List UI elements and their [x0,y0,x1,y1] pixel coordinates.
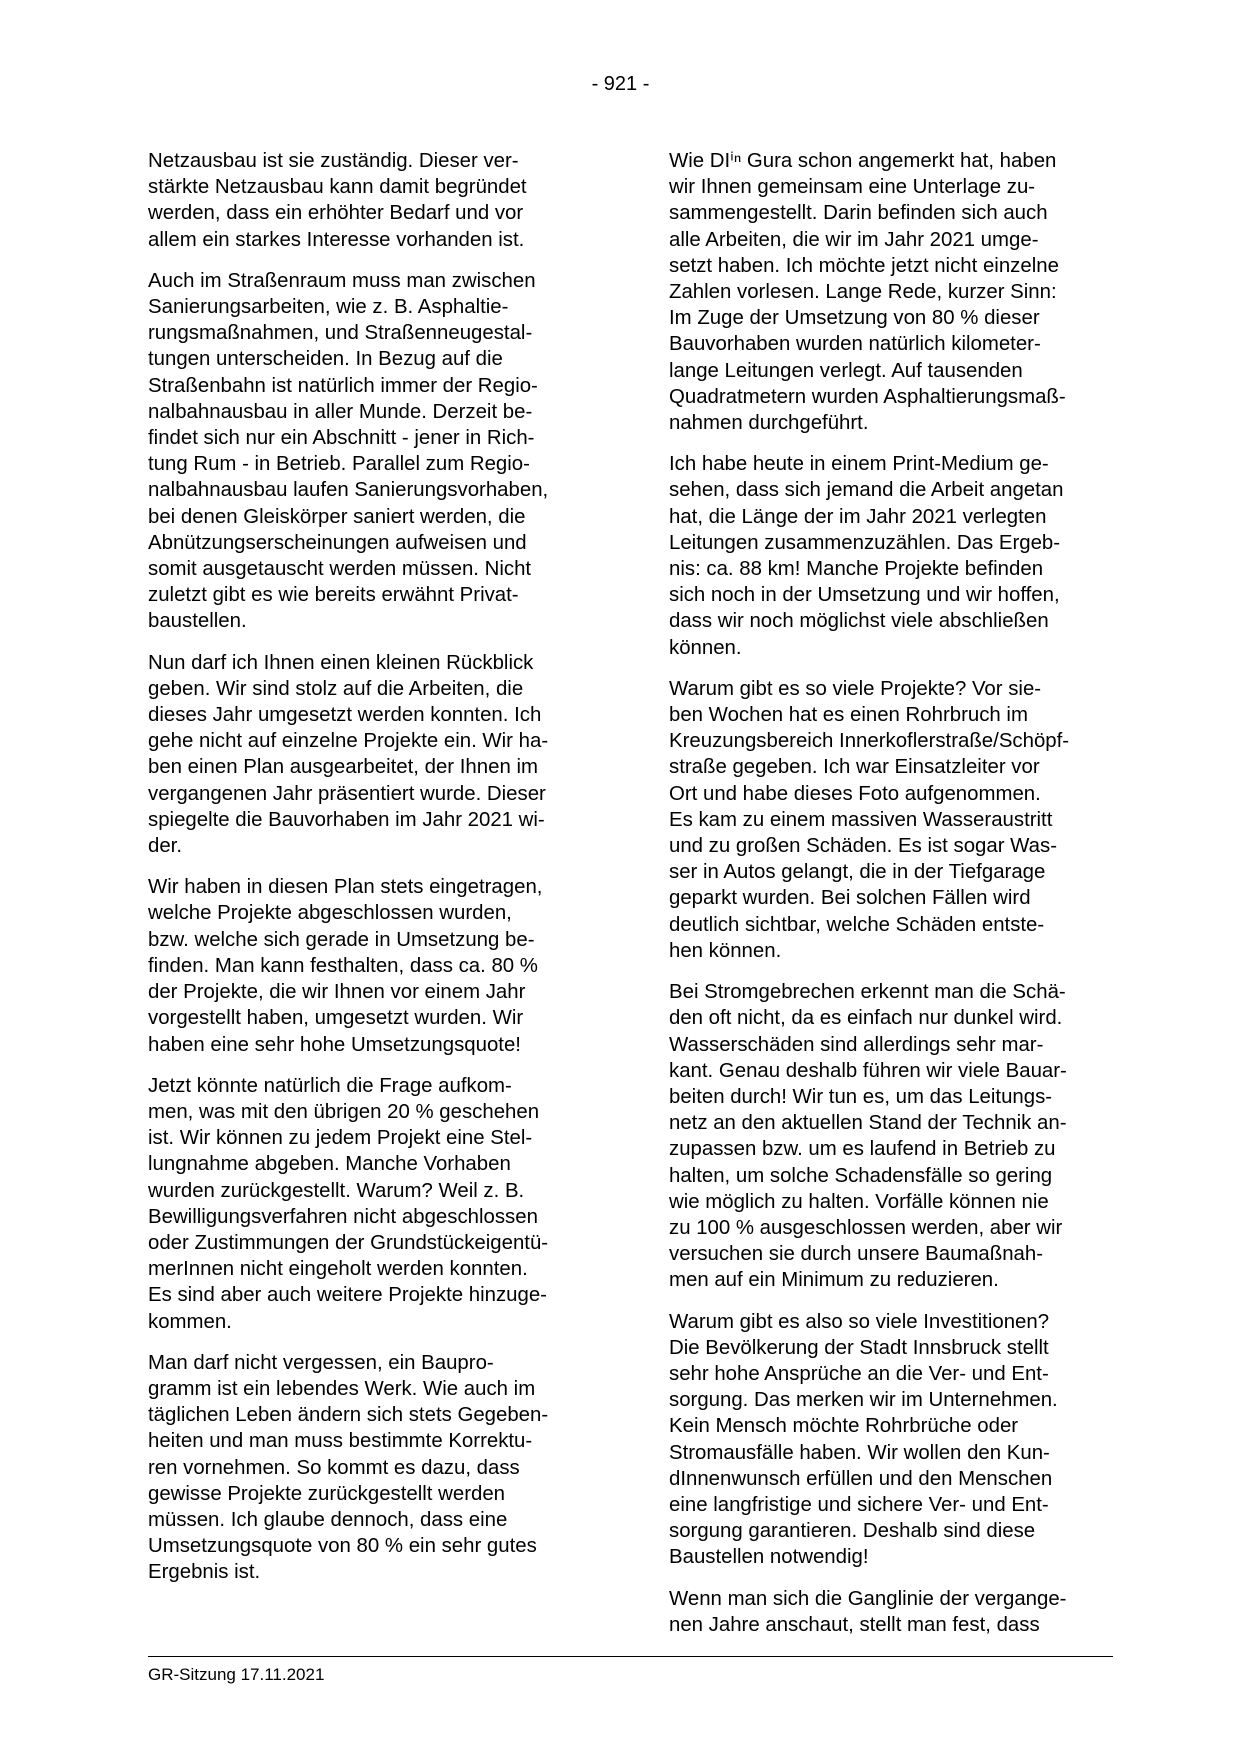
text-line: Die Bevölkerung der Stadt Innsbruck stellt [669,1336,1049,1359]
text-line: ben einen Plan ausgearbeitet, der Ihnen im [148,756,538,779]
text-line: ist. Wir können zu jedem Projekt eine Stel- [148,1127,533,1150]
text-line: eine langfristige und sichere Ver- und Ent- [669,1493,1049,1516]
text-line: findet sich nur ein Abschnitt - jener in Rich- [148,427,535,450]
text-line: vorgestellt haben, umgesetzt wurden. Wir [148,1007,524,1030]
text-line: Wasserschäden sind allerdings sehr mar- [669,1033,1044,1056]
text-line: Abnützungserscheinungen aufweisen und [148,531,527,554]
text-line: können. [669,636,742,659]
paragraph [148,650,592,860]
text-line: haben eine sehr hohe Umsetzungsquote! [148,1033,521,1056]
text-line: netz an den aktuellen Stand der Technik an- [669,1112,1067,1135]
text-line: tung Rum - in Betrieb. Parallel zum Regio- [148,453,530,476]
text-line: dieses Jahr umgesetzt werden konnten. Ich [148,704,542,727]
text-line: müssen. Ich glaube dennoch, dass eine [148,1508,508,1531]
text-line: Kreuzungsbereich Innerkoflerstraße/Schöpf- [669,730,1070,753]
text-line: sorgung. Das merken wir im Unternehmen. [669,1389,1058,1412]
text-line: ren vornehmen. So kommt es dazu, dass [148,1456,520,1479]
text-line: sich noch in der Umsetzung und wir hoffen, [669,584,1060,607]
text-line: Netzausbau ist sie zuständig. Dieser ver- [148,150,519,172]
text-line: hen können. [669,939,782,962]
text-line: Es sind aber auch weitere Projekte hinzuge- [148,1284,547,1307]
paragraph [148,1350,592,1586]
text-line: allem ein starkes Interesse vorhanden ist. [148,228,525,251]
text-line: wir Ihnen gemeinsam eine Unterlage zu- [669,176,1036,199]
paragraph [148,148,592,253]
text-line: zuletzt gibt es wie bereits erwähnt Privat- [148,584,519,607]
text-line: Baustellen notwendig! [669,1546,869,1569]
text-line: bei denen Gleiskörper saniert werden, die [148,505,526,528]
text-line: Wie DIⁱⁿ Gura schon angemerkt hat, haben [669,150,1057,172]
text-line: Straßenbahn ist natürlich immer der Regio- [148,374,538,397]
text-line: somit ausgetauscht werden müssen. Nicht [148,558,532,581]
text-line: Bauvorhaben wurden natürlich kilometer- [669,333,1041,356]
text-line: oder Zustimmungen der Grundstückeigentü- [148,1231,549,1254]
text-line: finden. Man kann festhalten, dass ca. 80 % [148,954,538,977]
text-line: lungnahme abgeben. Manche Vorhaben [148,1153,511,1176]
text-line: stärkte Netzausbau kann damit begründet [148,176,527,199]
text-line: geben. Wir sind stolz auf die Arbeiten, die [148,677,524,700]
paragraph [148,1073,592,1335]
text-line: Bei Stromgebrechen erkennt man die Schä- [669,981,1066,1004]
text-line: nalbahnausbau in aller Munde. Derzeit be- [148,400,533,423]
text-line: dInnenwunsch erfüllen und den Menschen [669,1467,1053,1490]
text-line: nahmen durchgeführt. [669,412,869,435]
text-line: straße gegeben. Ich war Einsatzleiter vor [669,756,1040,779]
text-line: heiten und man muss bestimmte Korrektu- [148,1430,533,1453]
text-line: nalbahnausbau laufen Sanierungsvorhaben, [148,479,549,502]
text-line: kant. Genau deshalb führen wir viele Bauar- [669,1059,1067,1082]
text-line: Sanierungsarbeiten, wie z. B. Asphaltie- [148,296,509,319]
text-line: wie möglich zu halten. Vorfälle können nie [669,1190,1049,1213]
paragraph [669,148,1113,436]
text-line: Man darf nicht vergessen, ein Baupro- [148,1351,494,1374]
footer-session-date: GR-Sitzung 17.11.2021 [148,1665,325,1684]
text-line: Umsetzungsquote von 80 % ein sehr gutes [148,1535,537,1558]
text-line: halten, um solche Schadensfälle so gering [669,1164,1053,1187]
text-line: sammengestellt. Darin befinden sich auch [669,202,1048,225]
text-line: sehr hohe Ansprüche an die Ver- und Ent- [669,1362,1049,1385]
text-line: lange Leitungen verlegt. Auf tausenden [669,359,1023,382]
text-line: men, was mit den übrigen 20 % geschehen [148,1100,540,1123]
right-column [669,148,1113,1653]
paragraph [669,1309,1113,1571]
text-line: Bewilligungsverfahren nicht abgeschlossen [148,1205,538,1228]
text-line: hat, die Länge der im Jahr 2021 verlegten [669,505,1047,528]
text-line: bzw. welche sich gerade in Umsetzung be- [148,928,535,951]
text-line: Kein Mensch möchte Rohrbrüche oder [669,1415,1019,1438]
text-line: men auf ein Minimum zu reduzieren. [669,1269,999,1292]
text-line: zu 100 % ausgeschlossen werden, aber wir [669,1216,1063,1239]
text-line: der Projekte, die wir Ihnen vor einem Jahr [148,981,526,1004]
text-line: setzt haben. Ich möchte jetzt nicht einzelne [669,254,1059,277]
text-line: tungen unterscheiden. In Bezug auf die [148,348,503,371]
text-line: werden, dass ein erhöhter Bedarf und vor [148,202,524,225]
text-line: Ergebnis ist. [148,1561,261,1584]
text-line: deutlich sichtbar, welche Schäden entste- [669,913,1045,936]
footer-divider [148,1656,1113,1657]
text-line: dass wir noch möglichst viele abschließen [669,610,1049,633]
text-line: nen Jahre anschaut, stellt man fest, dass [669,1613,1040,1636]
text-line: kommen. [148,1310,232,1333]
text-line: alle Arbeiten, die wir im Jahr 2021 umge- [669,228,1039,251]
text-line: welche Projekte abgeschlossen wurden, [148,902,512,925]
text-line: zupassen bzw. um es laufend in Betrieb zu [669,1138,1056,1161]
text-line: der. [148,835,183,858]
text-line: Jetzt könnte natürlich die Frage aufkom- [148,1074,512,1097]
text-line: gramm ist ein lebendes Werk. Wie auch im [148,1377,536,1400]
text-line: merInnen nicht eingeholt werden konnten. [148,1258,528,1281]
text-line: Warum gibt es so viele Projekte? Vor sie- [669,677,1042,700]
text-line: sorgung garantieren. Deshalb sind diese [669,1520,1036,1543]
text-line: ser in Autos gelangt, die in der Tiefgarage [669,861,1046,884]
text-line: wurden zurückgestellt. Warum? Weil z. B. [148,1179,525,1202]
text-line: ben Wochen hat es einen Rohrbruch im [669,704,1028,727]
paragraph [669,451,1113,661]
paragraph [669,676,1113,964]
text-line: baustellen. [148,610,247,633]
text-line: spiegelte die Bauvorhaben im Jahr 2021 wi- [148,808,545,831]
text-line: und zu großen Schäden. Es ist sogar Was- [669,835,1057,858]
text-line: Auch im Straßenraum muss man zwischen [148,269,536,292]
text-line: versuchen sie durch unsere Baumaßnah- [669,1243,1044,1266]
text-line: Quadratmetern wurden Asphaltierungsmaß- [669,385,1066,408]
text-line: Im Zuge der Umsetzung von 80 % dieser [669,307,1040,330]
text-line: rungsmaßnahmen, und Straßenneugestal- [148,322,533,345]
text-line: beiten durch! Wir tun es, um das Leitungs- [669,1085,1053,1108]
text-line: Nun darf ich Ihnen einen kleinen Rückblick [148,651,534,674]
paragraph [148,874,592,1057]
text-line: nis: ca. 88 km! Manche Projekte befinden [669,558,1044,581]
text-line: sehen, dass sich jemand die Arbeit angetan [669,479,1064,502]
text-line: täglichen Leben ändern sich stets Gegeben- [148,1404,549,1427]
text-line: Wenn man sich die Ganglinie der vergange- [669,1587,1067,1610]
page-number: - 921 - [591,73,650,95]
text-line: den oft nicht, da es einfach nur dunkel wird. [669,1007,1063,1030]
text-line: Ich habe heute in einem Print-Medium ge- [669,453,1049,476]
text-line: Stromausfälle haben. Wir wollen den Kun- [669,1441,1050,1464]
left-column [148,148,592,1601]
text-line: Warum gibt es also so viele Investitionen? [669,1310,1050,1333]
paragraph [669,1586,1113,1638]
text-line: Wir haben in diesen Plan stets eingetragen, [148,876,543,899]
text-line: Es kam zu einem massiven Wasseraustritt [669,808,1053,831]
text-line: vergangenen Jahr präsentiert wurde. Dieser [148,782,546,805]
text-line: geparkt wurden. Bei solchen Fällen wird [669,887,1031,910]
text-line: Zahlen vorlesen. Lange Rede, kurzer Sinn: [669,281,1057,304]
text-line: gehe nicht auf einzelne Projekte ein. Wir ha- [148,730,549,753]
text-line: Leitungen zusammenzuzählen. Das Ergeb- [669,531,1061,554]
paragraph [148,268,592,635]
text-line: gewisse Projekte zurückgestellt werden [148,1482,506,1505]
text-line: Ort und habe dieses Foto aufgenommen. [669,782,1041,805]
paragraph [669,979,1113,1293]
